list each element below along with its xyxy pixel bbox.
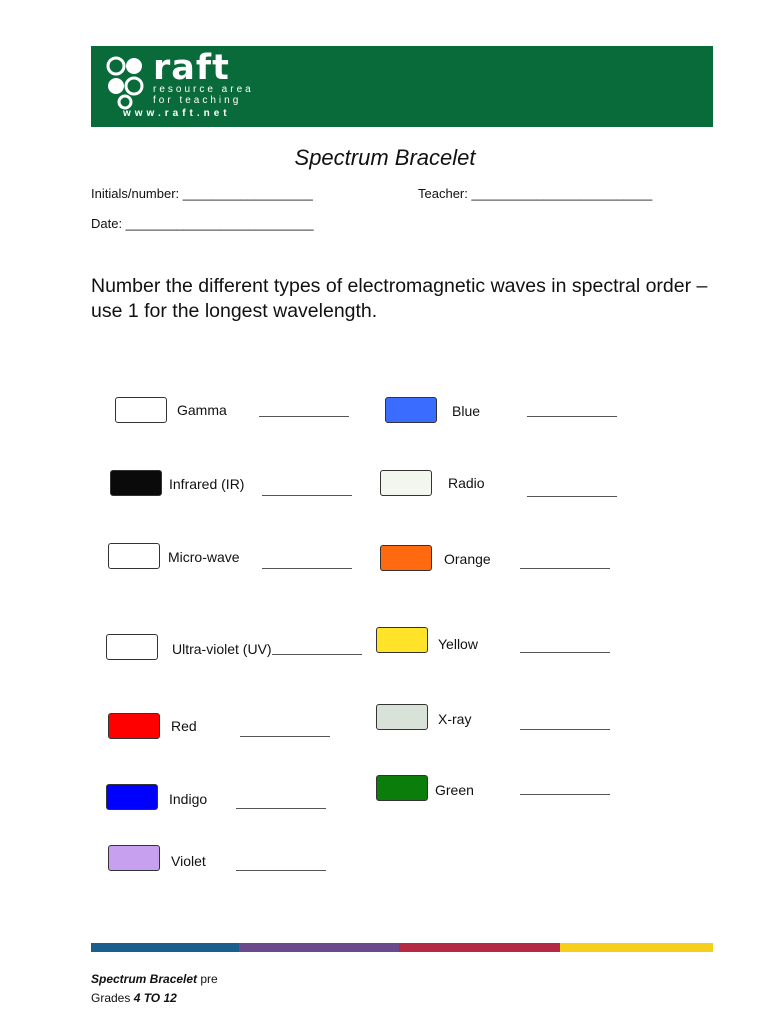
footer-title-text: Spectrum Bracelet <box>91 972 198 986</box>
indigo-swatch <box>106 784 158 810</box>
ultraviolet-answer-blank[interactable] <box>272 654 362 655</box>
footer-grades-prefix: Grades <box>91 991 134 1005</box>
orange-answer-blank[interactable] <box>520 568 610 569</box>
indigo-answer-blank[interactable] <box>236 808 326 809</box>
radio-answer-blank[interactable] <box>527 496 617 497</box>
ultraviolet-swatch <box>106 634 158 660</box>
infrared-swatch <box>110 470 162 496</box>
initials-field[interactable]: Initials/number: __________________ <box>91 186 313 201</box>
radio-swatch <box>380 470 432 496</box>
footer-title-suffix: pre <box>197 972 218 986</box>
footer-grades-value: 4 TO 12 <box>133 991 177 1005</box>
logo-tagline-1: resource area <box>153 84 254 95</box>
footer-bar-segment <box>399 943 560 952</box>
wave-label-microwave: Micro-wave <box>168 549 240 565</box>
green-answer-blank[interactable] <box>520 794 610 795</box>
microwave-answer-blank[interactable] <box>262 568 352 569</box>
blue-swatch <box>385 397 437 423</box>
wave-label-green: Green <box>435 782 474 798</box>
wave-label-xray: X-ray <box>438 711 472 727</box>
date-field[interactable]: Date: __________________________ <box>91 216 314 231</box>
wave-label-radio: Radio <box>448 475 485 491</box>
wave-label-violet: Violet <box>171 853 206 869</box>
red-answer-blank[interactable] <box>240 736 330 737</box>
hands-logo-icon <box>103 54 147 110</box>
red-swatch <box>108 713 160 739</box>
yellow-answer-blank[interactable] <box>520 652 610 653</box>
footer-bar-segment <box>560 943 713 952</box>
violet-swatch <box>108 845 160 871</box>
footer-bar-segment <box>239 943 399 952</box>
wave-label-orange: Orange <box>444 551 491 567</box>
xray-answer-blank[interactable] <box>520 729 610 730</box>
wave-label-ultraviolet: Ultra-violet (UV) <box>172 641 272 657</box>
logo-wordmark: raft <box>153 48 230 88</box>
blue-answer-blank[interactable] <box>527 416 617 417</box>
wave-label-blue: Blue <box>452 403 481 419</box>
green-swatch <box>376 775 428 801</box>
yellow-swatch <box>376 627 428 653</box>
wave-label-indigo: Indigo <box>169 791 208 807</box>
logo-url: www.raft.net <box>123 108 231 119</box>
xray-swatch <box>376 704 428 730</box>
wave-label-red: Red <box>171 718 197 734</box>
wave-label-yellow: Yellow <box>438 636 478 652</box>
footer-bar-segment <box>91 943 239 952</box>
orange-swatch <box>380 545 432 571</box>
raft-header-banner <box>91 46 713 127</box>
gamma-answer-blank[interactable] <box>259 416 349 417</box>
footer-title <box>91 972 218 986</box>
wave-label-infrared: Infrared (IR) <box>169 476 245 492</box>
microwave-swatch <box>108 543 160 569</box>
footer-grades <box>91 991 177 1005</box>
page-title: Spectrum Bracelet <box>294 145 476 170</box>
infrared-answer-blank[interactable] <box>262 495 352 496</box>
instructions: Number the different types of electromagnetic waves in spectral order – use 1 for the longest wavelength. <box>91 275 708 322</box>
gamma-swatch <box>115 397 167 423</box>
wave-label-gamma: Gamma <box>177 402 227 418</box>
teacher-field[interactable]: Teacher: _________________________ <box>418 186 653 201</box>
logo-tagline-2: for teaching <box>153 95 242 106</box>
violet-answer-blank[interactable] <box>236 870 326 871</box>
